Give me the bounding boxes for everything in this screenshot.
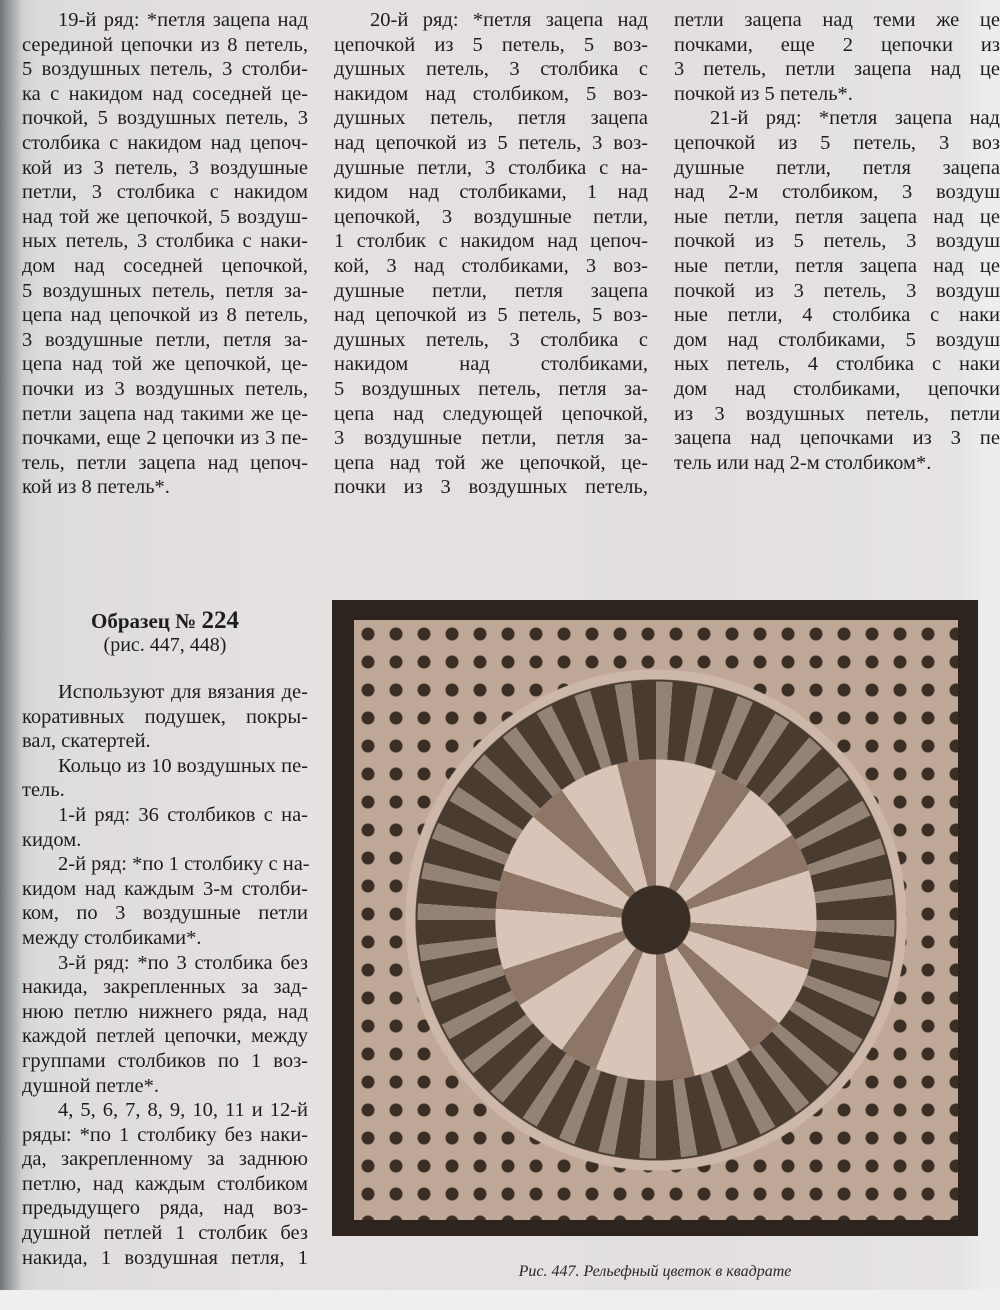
text-line: 21-й ряд: *петля зацепа над (710, 107, 1000, 130)
text-line: почки из 3 воздушных петель, (22, 377, 308, 400)
text-line: ком, по 3 воздушные петли (22, 902, 308, 925)
text-line: цепа над той же цепочкой, це- (22, 353, 308, 376)
text-line: почкой, 5 воздушных петель, 3 (22, 107, 308, 130)
text-line: да, закрепленному за заднюю (22, 1148, 308, 1171)
text-line: ряды: *по 1 столбику без наки- (22, 1123, 308, 1146)
sample-description-column (22, 680, 308, 1270)
text-line: между столбиками*. (22, 926, 202, 949)
text-line: коративных подушек, покры- (22, 705, 308, 728)
text-line: кой из 3 петель, 3 воздушные (22, 156, 308, 179)
text-line: 19-й ряд: *петля зацепа над (58, 9, 308, 31)
text-line: группами столбиков по 1 воз- (22, 1049, 308, 1072)
text-line: цепа над той же цепочкой, це- (334, 451, 648, 474)
text-line: петли зацепа над такими же це- (22, 402, 308, 425)
text-line: тель, петли зацепа над цепоч- (22, 451, 308, 474)
text-line: нюю петлю нижнего ряда, над (22, 1000, 308, 1023)
text-line: цепочкой из 5 петель, 5 воз- (334, 33, 648, 56)
text-line: 2-й ряд: *по 1 столбику с на- (58, 853, 310, 876)
text-line: цепа над цепочкой из 8 петель, (22, 304, 308, 327)
text-line: ных петель, 4 столбика с наки (674, 353, 1000, 376)
text-line: предыдущего ряда, над воз- (22, 1197, 308, 1220)
text-line: петли, 3 столбика с накидом (22, 181, 308, 204)
text-line: кидом. (22, 828, 82, 851)
text-line: почки из 3 воздушных петель, (334, 476, 648, 499)
text-line: почкой из 5 петель, 3 воздуш (674, 230, 1000, 253)
text-line: цепочкой, 3 воздушные петли, (334, 205, 648, 228)
sample-number: 224 (201, 607, 239, 634)
text-line: 20-й ряд: *петля зацепа над (370, 9, 648, 31)
text-line: почками, еще 2 цепочки из 3 пе- (22, 427, 308, 450)
text-line: каждой петлей цепочки, между (22, 1025, 308, 1048)
text-line: зацепа над цепочками из 3 пе (674, 427, 1000, 450)
text-line: Кольцо из 10 воздушных пе- (58, 754, 308, 777)
text-column-1 (22, 8, 308, 500)
sample-heading (22, 608, 308, 656)
text-line: душной петле*. (22, 1074, 160, 1097)
text-line: душные петли, 3 столбика с на- (334, 156, 648, 179)
text-line: душных петель, 3 столбика с (334, 328, 648, 351)
text-line: 3 воздушные петли, петля за- (334, 427, 648, 450)
text-line: тель. (22, 779, 65, 802)
text-line: ка с накидом над соседней це- (22, 82, 308, 105)
text-line: 5 воздушных петель, 3 столби- (22, 58, 308, 81)
text-line: накида, 1 воздушная петля, 1 (22, 1246, 308, 1269)
text-line: кой, 3 над столбиками, 3 воз- (334, 254, 648, 277)
text-line: цепочкой из 5 петель, 3 воз (674, 131, 1000, 154)
text-line: дом над столбиками, 5 воздуш (674, 328, 1000, 351)
text-line: душных петель, 3 столбика с (334, 58, 648, 81)
text-line: ных петель, 3 столбика с наки- (22, 230, 308, 253)
text-line: тель или над 2-м столбиком*. (674, 451, 932, 474)
text-line: душной петлей 1 столбик без (22, 1222, 308, 1245)
text-line: петлю, над каждым столбиком (22, 1172, 308, 1195)
text-line: 5 воздушных петель, петля за- (334, 377, 648, 400)
text-line: над той же цепочкой, 5 воздуш- (22, 205, 308, 228)
relief-flower-motif (354, 620, 958, 1220)
figure-caption: Рис. 447. Рельефный цветок в квадрате (518, 1263, 792, 1280)
text-line: 3 петель, петли зацепа над це (674, 58, 1000, 81)
text-line: накидом над столбиками, (334, 353, 648, 376)
text-line: душных петель, петля зацепа (334, 107, 648, 130)
text-line: душные петли, петля зацепа (674, 156, 1000, 179)
text-line: 3-й ряд: *по 3 столбика без (58, 951, 308, 974)
text-line: кидом над каждым 3-м столби- (22, 877, 308, 900)
text-line: вал, скатертей. (22, 730, 151, 753)
text-line: над цепочкой из 5 петель, 5 воз- (334, 304, 648, 327)
text-line: почкой из 3 петель, 3 воздуш (674, 279, 1000, 302)
text-line: столбика с накидом над цепоч- (22, 131, 308, 154)
text-line: кидом над столбиками, 1 над (334, 181, 648, 204)
text-line: дом над столбиками, цепочки (674, 377, 1000, 400)
text-line: над 2-м столбиком, 3 воздуш (674, 181, 1000, 204)
crochet-photo-figure (332, 600, 978, 1236)
text-line: почками, еще 2 цепочки из (674, 33, 1000, 56)
text-line: над цепочкой из 5 петель, 3 воз- (334, 131, 648, 154)
text-line: серединой цепочки из 8 петель, (22, 33, 308, 56)
text-line: ные петли, петля зацепа над це (674, 254, 1000, 277)
sample-title (22, 608, 308, 634)
text-line: петли зацепа над теми же це (674, 9, 1000, 31)
sample-figure-reference: (рис. 447, 448) (103, 634, 227, 656)
text-line: накида, закрепленных за зад- (22, 976, 308, 999)
text-line: дом над соседней цепочкой, (22, 254, 308, 277)
text-line: почкой из 5 петель*. (674, 82, 853, 105)
page-bottom-margin (0, 1290, 1000, 1310)
text-line: из 3 воздушных петель, петли (674, 402, 1000, 425)
sample-title-prefix: Образец № (91, 609, 197, 633)
text-line: 1-й ряд: 36 столбиков с на- (58, 803, 308, 826)
text-line: накидом над столбиком, 5 воз- (334, 82, 648, 105)
text-column-3 (674, 8, 1000, 475)
text-line: Используют для вязания де- (58, 681, 308, 703)
text-line: ные петли, петля зацепа над це (674, 205, 1000, 228)
text-line: 1 столбик с накидом над цепоч- (334, 230, 648, 253)
text-line: ные петли, 4 столбика с наки (674, 304, 1000, 327)
text-line: кой из 8 петель*. (22, 476, 170, 499)
text-line: 5 воздушных петель, петля за- (22, 279, 308, 302)
text-line: душные петли, петля зацепа (334, 279, 648, 302)
text-line: 4, 5, 6, 7, 8, 9, 10, 11 и 12-й (58, 1099, 308, 1122)
text-line: 3 воздушные петли, петля за- (22, 328, 308, 351)
text-column-2 (334, 8, 648, 500)
text-line: цепа над следующей цепочкой, (334, 402, 648, 425)
